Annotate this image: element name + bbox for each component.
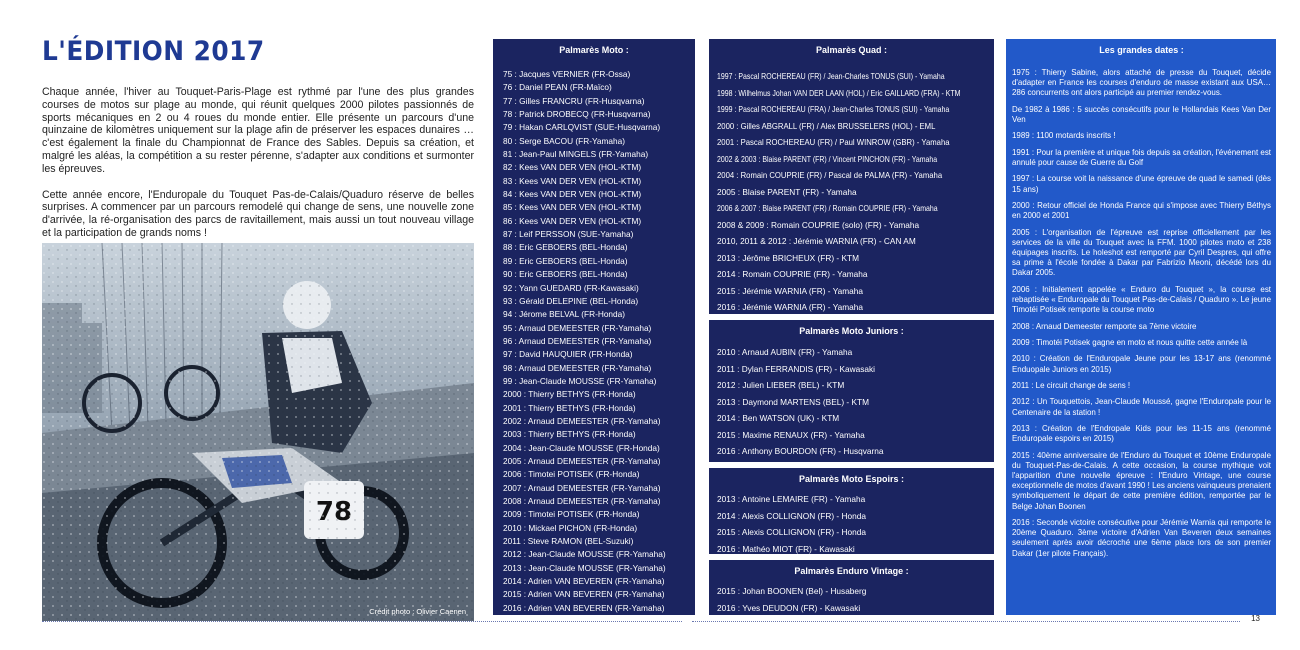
palmares-entry: 2004 : Romain COUPRIE (FR) / Pascal de PALMA (FR) - Yamaha bbox=[717, 170, 943, 180]
palmares-entry: 84 : Kees VAN DER VEN (HOL-KTM) bbox=[503, 189, 642, 200]
palmares-entry: 2013 : Jean-Claude MOUSSE (FR-Yamaha) bbox=[503, 562, 666, 573]
palmares-entry: 2014 : Ben WATSON (UK) - KTM bbox=[717, 413, 840, 423]
palmares-entry: 2006 & 2007 : Blaise PARENT (FR) / Romain COUPRIE (FR) - Yamaha bbox=[717, 203, 938, 213]
palmares-quad-list bbox=[717, 68, 986, 316]
key-dates-list bbox=[1012, 68, 1271, 559]
palmares-entry: 2013 : Daymond MARTENS (BEL) - KTM bbox=[717, 396, 870, 407]
key-date-entry: 1975 : Thierry Sabine, alors attaché de presse du Touquet, décide d'adapter en France les courses d'enduro de masse existant aux USA… 286 concurrents ont alors participé au premier rendez-vous. bbox=[1012, 68, 1271, 98]
palmares-espoirs-panel bbox=[709, 468, 994, 554]
motocross-rider-illustration bbox=[42, 243, 474, 621]
palmares-entry: 98 : Arnaud DEMEESTER (FR-Yamaha) bbox=[503, 362, 652, 373]
palmares-entry: 2016 : Mathéo MIOT (FR) - Kawasaki bbox=[717, 543, 855, 554]
palmares-entry: 2010 : Arnaud AUBIN (FR) - Yamaha bbox=[717, 347, 853, 357]
palmares-entry: 75 : Jacques VERNIER (FR-Ossa) bbox=[503, 69, 631, 79]
palmares-entry: 2004 : Jean-Claude MOUSSE (FR-Honda) bbox=[503, 442, 660, 453]
palmares-entry: 2016 : Yves DEUDON (FR) - Kawasaki bbox=[717, 602, 861, 613]
palmares-entry: 2014 : Adrien VAN BEVEREN (FR-Yamaha) bbox=[503, 576, 665, 587]
dotted-divider bbox=[692, 621, 1240, 622]
palmares-entry: 2015 : Alexis COLLIGNON (FR) - Honda bbox=[717, 527, 866, 538]
palmares-entry: 2015 : Adrien VAN BEVEREN (FR-Yamaha) bbox=[503, 589, 665, 600]
panel-title: Palmarès Quad : bbox=[815, 45, 888, 55]
key-date-entry: De 1982 à 1986 : 5 succès consécutifs pour le Hollandais Kees Van Der Ven bbox=[1012, 104, 1271, 124]
palmares-entry: 88 : Eric GEBOERS (BEL-Honda) bbox=[503, 242, 628, 253]
palmares-entry: 2016 : Adrien VAN BEVEREN (FR-Yamaha) bbox=[503, 602, 665, 613]
intro-paragraph: Cette année encore, l'Enduropale du Touquet Pas-de-Calais/Quaduro réserve de belles surprises. A commencer par un parcours remodelé qui change de sens, une nouvelle zone d'arrivée, la ré-organisation des parcs de ravitaillement, mais aussi un tout nouveau village et la participation de grands noms ! bbox=[42, 188, 474, 239]
palmares-vintage-list bbox=[717, 583, 986, 616]
palmares-entry: 90 : Eric GEBOERS (BEL-Honda) bbox=[503, 269, 628, 280]
palmares-entry: 97 : David HAUQUIER (FR-Honda) bbox=[503, 349, 633, 360]
palmares-entry: 86 : Kees VAN DER VEN (HOL-KTM) bbox=[503, 215, 642, 226]
panel-title: Palmarès Moto Juniors : bbox=[799, 326, 904, 336]
palmares-moto-list bbox=[503, 68, 685, 615]
key-date-entry: 2010 : Création de l'Enduropale Jeune pour les 13-17 ans (renommé Enduopale Juniors en 2015) bbox=[1012, 354, 1271, 374]
photo-credit: Crédit photo : Olivier Caenen bbox=[369, 607, 466, 616]
palmares-juniors-panel bbox=[709, 320, 994, 462]
palmares-entry: 1997 : Pascal ROCHEREAU (FR) / Jean-Charles TONUS (SUI) - Yamaha bbox=[717, 71, 945, 81]
palmares-entry: 2000 : Gilles ABGRALL (FR) / Alex BRUSSELERS (HOL) - EML bbox=[717, 120, 936, 131]
page-title: L'ÉDITION 2017 bbox=[42, 36, 265, 67]
key-date-entry: 1997 : La course voit la naissance d'une épreuve de quad le samedi (dès 15 ans) bbox=[1012, 174, 1271, 194]
palmares-entry: 2011 : Steve RAMON (BEL-Suzuki) bbox=[503, 536, 634, 547]
palmares-entry: 2016 : Jérémie WARNIA (FR) - Yamaha bbox=[717, 302, 864, 312]
palmares-entry: 1998 : Wilhelmus Johan VAN DER LAAN (HOL) / Eric GAILLARD (FRA) - KTM bbox=[717, 87, 961, 98]
panel-title: Les grandes dates : bbox=[1099, 45, 1184, 55]
palmares-entry: 80 : Serge BACOU (FR-Yamaha) bbox=[503, 135, 626, 146]
palmares-entry: 2016 : Anthony BOURDON (FR) - Husqvarna bbox=[717, 446, 884, 456]
key-date-entry: 2000 : Retour officiel de Honda France qui s'impose avec Thierry Béthys en 2000 et 2001 bbox=[1012, 200, 1271, 221]
palmares-entry: 2010 : Mickael PICHON (FR-Honda) bbox=[503, 522, 638, 533]
palmares-entry: 2013 : Jérôme BRICHEUX (FR) - KTM bbox=[717, 252, 859, 263]
palmares-entry: 85 : Kees VAN DER VEN (HOL-KTM) bbox=[503, 202, 642, 213]
palmares-entry: 2005 : Arnaud DEMEESTER (FR-Yamaha) bbox=[503, 455, 661, 466]
palmares-espoirs-list bbox=[717, 491, 986, 557]
palmares-entry: 2012 : Julien LIEBER (BEL) - KTM bbox=[717, 380, 845, 390]
panel-title: Palmarès Moto Espoirs : bbox=[798, 474, 905, 484]
palmares-entry: 89 : Eric GEBOERS (BEL-Honda) bbox=[503, 255, 628, 266]
palmares-entry: 2009 : Timotei POTISEK (FR-Honda) bbox=[503, 509, 640, 520]
key-date-entry: 2013 : Création de l'Endropale Kids pour les 11-15 ans (renommé Enduropale espoirs en 2015) bbox=[1012, 423, 1271, 444]
palmares-entry: 2001 : Pascal ROCHEREAU (FR) / Paul WINROW (GBR) - Yamaha bbox=[717, 137, 950, 147]
panel-title: Palmarès Moto : bbox=[559, 45, 629, 55]
palmares-entry: 2006 : Timotei POTISEK (FR-Honda) bbox=[503, 469, 640, 480]
key-date-entry: 2009 : Timotéi Potisek gagne en moto et nous quitte cette année là bbox=[1012, 337, 1248, 347]
key-date-entry: 1989 : 1100 motards inscrits ! bbox=[1012, 131, 1116, 141]
intro-paragraph: Chaque année, l'hiver au Touquet-Paris-Plage est rythmé par l'une des plus grandes courses de motos sur plage au monde, qui réunit quelques 2000 pilotes passionnés de sports mécaniques en 2 ou 4 roues du monde entier. Elle présente un parcours d'une quinzaine de kilomètres uniquement sur la plage afin de préserver les espaces dunaires … c'est également la finale du Championnat de France des Sables. Depuis sa création, et malgré les aléas, la compétition a su rester pérenne, s'adapter aux conditions et surmonter les épreuves. bbox=[42, 86, 474, 175]
palmares-entry: 2015 : Maxime RENAUX (FR) - Yamaha bbox=[717, 429, 865, 440]
palmares-entry: 81 : Jean-Paul MINGELS (FR-Yamaha) bbox=[503, 149, 649, 160]
palmares-entry: 2005 : Blaise PARENT (FR) - Yamaha bbox=[717, 186, 857, 197]
palmares-entry: 2003 : Thierry BETHYS (FR-Honda) bbox=[503, 429, 636, 440]
palmares-entry: 2001 : Thierry BETHYS (FR-Honda) bbox=[503, 402, 636, 413]
key-date-entry: 2005 : L'organisation de l'épreuve est reprise officiellement par les services de la ville du Touquet avec la FFM. 1000 pilotes moto et 238 équipages inscrits. Le holeshot est remporté par Cyril Despres, qui offre sa prime à l'école fondée à Dakar par Fabrizio Meoni, décédé lors du Dakar 2005. bbox=[1012, 227, 1271, 278]
palmares-entry: 2000 : Thierry BETHYS (FR-Honda) bbox=[503, 389, 636, 400]
palmares-entry: 2007 : Arnaud DEMEESTER (FR-Yamaha) bbox=[503, 482, 661, 493]
palmares-entry: 77 : Gilles FRANCRU (FR-Husqvarna) bbox=[503, 95, 645, 106]
palmares-entry: 83 : Kees VAN DER VEN (HOL-KTM) bbox=[503, 175, 642, 186]
page-number: 13 bbox=[1251, 614, 1260, 623]
palmares-entry: 2008 & 2009 : Romain COUPRIE (solo) (FR) - Yamaha bbox=[717, 219, 920, 230]
key-date-entry: 2015 : 40ème anniversaire de l'Enduro du Touquet et 10ème Enduropale du Touquet-Pas-de-Calais. A cette occasion, la course mythique voit l'apparition d'une nouvelle épreuve : l'Enduro Vintage, une course exceptionnelle de motos d'avant 1990 ! Les anciens vainqueurs prenaient symboliquement le départ de cette première édition, remportée par le Belge Johan Boonen bbox=[1012, 450, 1271, 511]
palmares-entry: 94 : Jérome BELVAL (FR-Honda) bbox=[503, 309, 626, 320]
palmares-entry: 2010, 2011 & 2012 : Jérémie WARNIA (FR) - CAN AM bbox=[717, 236, 916, 246]
key-date-entry: 2012 : Un Touquettois, Jean-Claude Moussé, gagne l'Enduropale pour le Centenaire de la station ! bbox=[1012, 397, 1271, 417]
key-dates-panel bbox=[1006, 39, 1276, 615]
palmares-entry: 93 : Gérald DELEPINE (BEL-Honda) bbox=[503, 295, 639, 306]
key-date-entry: 2016 : Seconde victoire consécutive pour Jérémie Warnia qui remporte le 20ème Quaduro. 3ème victoire d'Adrien Van Beveren deux semaines seulement après avoir décroché une 6ème place lors de son premier Dakar (1er pilote Français). bbox=[1012, 517, 1271, 558]
palmares-entry: 78 : Patrick DROBECQ (FR-Husqvarna) bbox=[503, 109, 651, 120]
palmares-entry: 87 : Leif PERSSON (SUE-Yamaha) bbox=[503, 229, 634, 240]
palmares-entry: 1999 : Pascal ROCHEREAU (FRA) / Jean-Charles TONUS (SUI) - Yamaha bbox=[717, 104, 950, 114]
palmares-entry: 2008 : Arnaud DEMEESTER (FR-Yamaha) bbox=[503, 496, 661, 506]
palmares-entry: 2014 : Alexis COLLIGNON (FR) - Honda bbox=[717, 510, 866, 521]
palmares-juniors-list bbox=[717, 344, 986, 460]
intro-text bbox=[42, 86, 474, 253]
palmares-entry: 82 : Kees VAN DER VEN (HOL-KTM) bbox=[503, 162, 642, 173]
palmares-moto-panel bbox=[493, 39, 695, 615]
palmares-entry: 92 : Yann GUEDARD (FR-Kawasaki) bbox=[503, 282, 639, 293]
palmares-entry: 96 : Arnaud DEMEESTER (FR-Yamaha) bbox=[503, 335, 652, 346]
palmares-entry: 99 : Jean-Claude MOUSSE (FR-Yamaha) bbox=[503, 375, 657, 386]
race-photo bbox=[42, 243, 474, 621]
palmares-entry: 2013 : Antoine LEMAIRE (FR) - Yamaha bbox=[717, 494, 866, 504]
palmares-entry: 79 : Hakan CARLQVIST (SUE-Husqvarna) bbox=[503, 122, 661, 133]
palmares-entry: 2015 : Johan BOONEN (Bel) - Husaberg bbox=[717, 586, 867, 596]
palmares-quad-panel bbox=[709, 39, 994, 314]
palmares-entry: 2002 : Arnaud DEMEESTER (FR-Yamaha) bbox=[503, 415, 661, 426]
palmares-entry: 76 : Daniel PEAN (FR-Maïco) bbox=[503, 82, 612, 93]
palmares-entry: 95 : Arnaud DEMEESTER (FR-Yamaha) bbox=[503, 322, 652, 333]
palmares-entry: 2002 & 2003 : Blaise PARENT (FR) / Vincent PINCHON (FR) - Yamaha bbox=[717, 153, 938, 164]
panel-title: Palmarès Enduro Vintage : bbox=[794, 566, 909, 576]
palmares-entry: 2012 : Jean-Claude MOUSSE (FR-Yamaha) bbox=[503, 549, 666, 560]
palmares-entry: 2014 : Romain COUPRIE (FR) - Yamaha bbox=[717, 269, 868, 279]
key-date-entry: 1991 : Pour la première et unique fois depuis sa création, l'événement est annulé pour cause de Guerre du Golf bbox=[1012, 147, 1271, 167]
palmares-entry: 2011 : Dylan FERRANDIS (FR) - Kawasaki bbox=[717, 363, 875, 374]
key-date-entry: 2006 : Initialement appelée « Enduro du Touquet », la course est rebaptisée « Enduropale du Touquet Pas-de-Calais / Quaduro ». Le jeune Timotéi Potisek remporte la course moto bbox=[1012, 284, 1271, 315]
palmares-entry: 2015 : Jérémie WARNIA (FR) - Yamaha bbox=[717, 285, 864, 296]
key-date-entry: 2008 : Arnaud Demeester remporte sa 7ème victoire bbox=[1012, 321, 1197, 331]
palmares-vintage-panel bbox=[709, 560, 994, 615]
dotted-divider bbox=[42, 621, 682, 622]
key-date-entry: 2011 : Le circuit change de sens ! bbox=[1012, 380, 1131, 390]
